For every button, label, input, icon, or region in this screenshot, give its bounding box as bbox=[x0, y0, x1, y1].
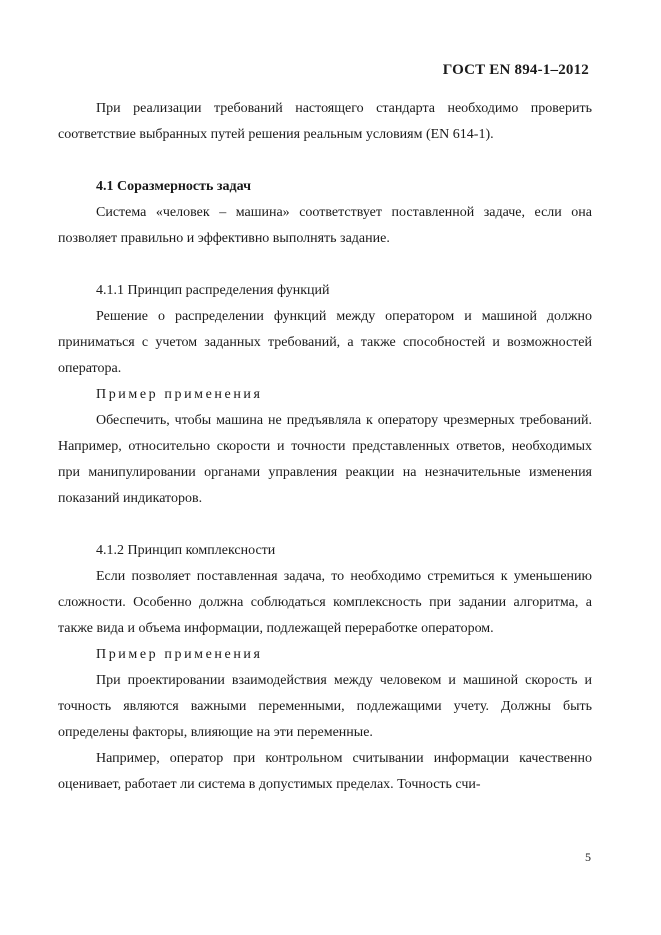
example-label-1: Пример применения bbox=[96, 387, 263, 402]
section-4-1-2-text: Если позволяет поставленная задача, то необходимо стремиться к уменьшению сложности. Особенно должна соблюдаться комплексность при задании алгоритма, а также вида и объема информации, подлежащей переработке оператором. bbox=[58, 569, 592, 636]
page-number: 5 bbox=[585, 850, 591, 864]
example-label-2: Пример применения bbox=[96, 647, 263, 662]
intro-paragraph: При реализации требований настоящего стандарта необходимо проверить соответствие выбранных путей решения реальным условиям (EN 614-1). bbox=[58, 101, 592, 142]
section-4-1-1-text: Решение о распределении функций между оператором и машиной должно приниматься с учетом заданных требований, а также способностей и возможностей оператора. bbox=[58, 309, 592, 376]
example-text-2a: При проектировании взаимодействия между человеком и машиной скорость и точность являются важными переменными, подлежащими учету. Должны быть определены факторы, влияющие на эти переменные. bbox=[58, 673, 592, 740]
section-4-1-title: 4.1 Соразмерность задач bbox=[96, 179, 251, 194]
document-code-header: ГОСТ EN 894-1–2012 bbox=[442, 62, 589, 78]
example-text-2b: Например, оператор при контрольном считывании информации качественно оценивает, работает ли система в допустимых пределах. Точность счи- bbox=[58, 751, 592, 792]
section-4-1-1-title: 4.1.1 Принцип распределения функций bbox=[96, 283, 330, 298]
document-body bbox=[58, 96, 592, 798]
section-4-1-2-title: 4.1.2 Принцип комплексности bbox=[96, 543, 276, 558]
section-4-1-text: Система «человек – машина» соответствует поставленной задаче, если она позволяет правильно и эффективно выполнять задание. bbox=[58, 205, 592, 246]
example-text-1: Обеспечить, чтобы машина не предъявляла к оператору чрезмерных требований. Например, относительно скорости и точности представленных ответов, необходимых при манипулировании органами управления реакции на незначительные изменения показаний индикаторов. bbox=[58, 413, 592, 506]
